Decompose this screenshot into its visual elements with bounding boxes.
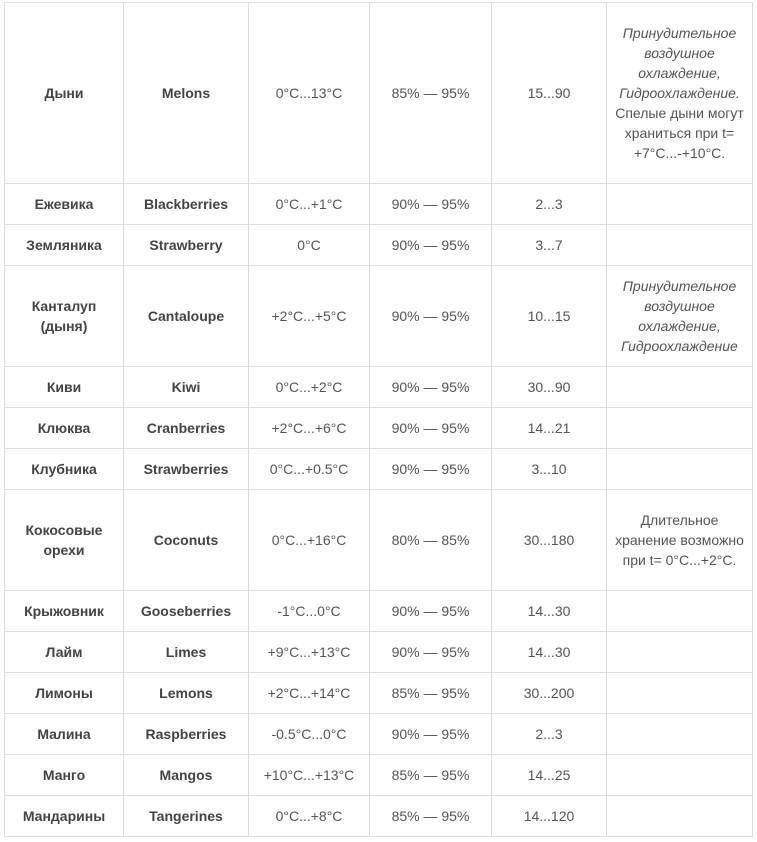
relative-humidity: 85% — 95% <box>370 673 492 714</box>
storage-temperature: 0°C...+1°C <box>249 184 370 225</box>
storage-days: 14...21 <box>492 408 607 449</box>
product-name-ru: Малина <box>5 714 124 755</box>
product-name-en: Strawberry <box>124 225 249 266</box>
product-name-ru: Земляника <box>5 225 124 266</box>
relative-humidity: 90% — 95% <box>370 632 492 673</box>
table-row <box>5 714 753 755</box>
storage-days: 30...200 <box>492 673 607 714</box>
product-name-en: Limes <box>124 632 249 673</box>
storage-days: 30...90 <box>492 367 607 408</box>
table-row <box>5 408 753 449</box>
storage-days: 14...30 <box>492 591 607 632</box>
storage-temperature: 0°C...+2°C <box>249 367 370 408</box>
table-row <box>5 591 753 632</box>
table-row <box>5 632 753 673</box>
storage-days: 14...30 <box>492 632 607 673</box>
product-name-ru: Канталуп (дыня) <box>5 266 124 367</box>
storage-days: 3...7 <box>492 225 607 266</box>
storage-note <box>607 714 753 755</box>
storage-note <box>607 225 753 266</box>
relative-humidity: 85% — 95% <box>370 755 492 796</box>
product-name-en: Coconuts <box>124 490 249 591</box>
note-plain: Спелые дыни могут храниться при t= +7°C...-+10°C. <box>615 105 744 161</box>
storage-table <box>4 2 753 837</box>
storage-note <box>607 184 753 225</box>
product-name-en: Gooseberries <box>124 591 249 632</box>
storage-days: 14...25 <box>492 755 607 796</box>
storage-temperature: +2°C...+14°C <box>249 673 370 714</box>
storage-days: 10...15 <box>492 266 607 367</box>
relative-humidity: 90% — 95% <box>370 714 492 755</box>
relative-humidity: 85% — 95% <box>370 3 492 184</box>
storage-note <box>607 367 753 408</box>
relative-humidity: 90% — 95% <box>370 184 492 225</box>
relative-humidity: 90% — 95% <box>370 591 492 632</box>
table-row <box>5 367 753 408</box>
product-name-en: Tangerines <box>124 796 249 837</box>
storage-days: 14...120 <box>492 796 607 837</box>
product-name-en: Strawberries <box>124 449 249 490</box>
product-name-ru: Киви <box>5 367 124 408</box>
product-name-en: Raspberries <box>124 714 249 755</box>
storage-note <box>607 796 753 837</box>
storage-days: 15...90 <box>492 3 607 184</box>
table-row <box>5 449 753 490</box>
storage-temperature: +2°C...+6°C <box>249 408 370 449</box>
storage-days: 30...180 <box>492 490 607 591</box>
storage-note <box>607 673 753 714</box>
storage-temperature: -0.5°C...0°C <box>249 714 370 755</box>
product-name-ru: Клубника <box>5 449 124 490</box>
product-name-ru: Кокосовые орехи <box>5 490 124 591</box>
table-row <box>5 266 753 367</box>
storage-note <box>607 449 753 490</box>
relative-humidity: 90% — 95% <box>370 449 492 490</box>
relative-humidity: 90% — 95% <box>370 367 492 408</box>
product-name-ru: Мандарины <box>5 796 124 837</box>
table-row <box>5 755 753 796</box>
storage-note <box>607 632 753 673</box>
product-name-en: Blackberries <box>124 184 249 225</box>
storage-days: 3...10 <box>492 449 607 490</box>
storage-days: 2...3 <box>492 714 607 755</box>
table-row <box>5 490 753 591</box>
product-name-ru: Манго <box>5 755 124 796</box>
storage-temperature: +2°C...+5°C <box>249 266 370 367</box>
storage-days: 2...3 <box>492 184 607 225</box>
product-name-ru: Лайм <box>5 632 124 673</box>
storage-temperature: 0°C...+8°C <box>249 796 370 837</box>
product-name-en: Melons <box>124 3 249 184</box>
product-name-ru: Крыжовник <box>5 591 124 632</box>
storage-temperature: -1°C...0°C <box>249 591 370 632</box>
relative-humidity: 80% — 85% <box>370 490 492 591</box>
relative-humidity: 85% — 95% <box>370 796 492 837</box>
relative-humidity: 90% — 95% <box>370 408 492 449</box>
storage-note <box>607 755 753 796</box>
storage-temperature: 0°C <box>249 225 370 266</box>
table-row <box>5 3 753 184</box>
storage-note: Длительное хранение возможно при t= 0°C...+2°C. <box>607 490 753 591</box>
relative-humidity: 90% — 95% <box>370 225 492 266</box>
storage-temperature: 0°C...+0.5°C <box>249 449 370 490</box>
storage-temperature: +9°C...+13°C <box>249 632 370 673</box>
table-row <box>5 796 753 837</box>
table-row <box>5 673 753 714</box>
product-name-en: Cantaloupe <box>124 266 249 367</box>
storage-note <box>607 3 753 184</box>
product-name-ru: Дыни <box>5 3 124 184</box>
product-name-ru: Ежевика <box>5 184 124 225</box>
product-name-ru: Лимоны <box>5 673 124 714</box>
relative-humidity: 90% — 95% <box>370 266 492 367</box>
product-name-ru: Клюква <box>5 408 124 449</box>
product-name-en: Lemons <box>124 673 249 714</box>
storage-temperature: +10°C...+13°C <box>249 755 370 796</box>
product-name-en: Mangos <box>124 755 249 796</box>
table-row <box>5 225 753 266</box>
product-name-en: Cranberries <box>124 408 249 449</box>
storage-note <box>607 408 753 449</box>
product-name-en: Kiwi <box>124 367 249 408</box>
storage-temperature: 0°C...+16°C <box>249 490 370 591</box>
storage-note: Принудительное воздушное охлаждение, Гидроохлаждение <box>607 266 753 367</box>
storage-temperature: 0°C...13°C <box>249 3 370 184</box>
table-row <box>5 184 753 225</box>
storage-note <box>607 591 753 632</box>
note-italic: Принудительное воздушное охлаждение, Гидроохлаждение. <box>619 25 740 101</box>
